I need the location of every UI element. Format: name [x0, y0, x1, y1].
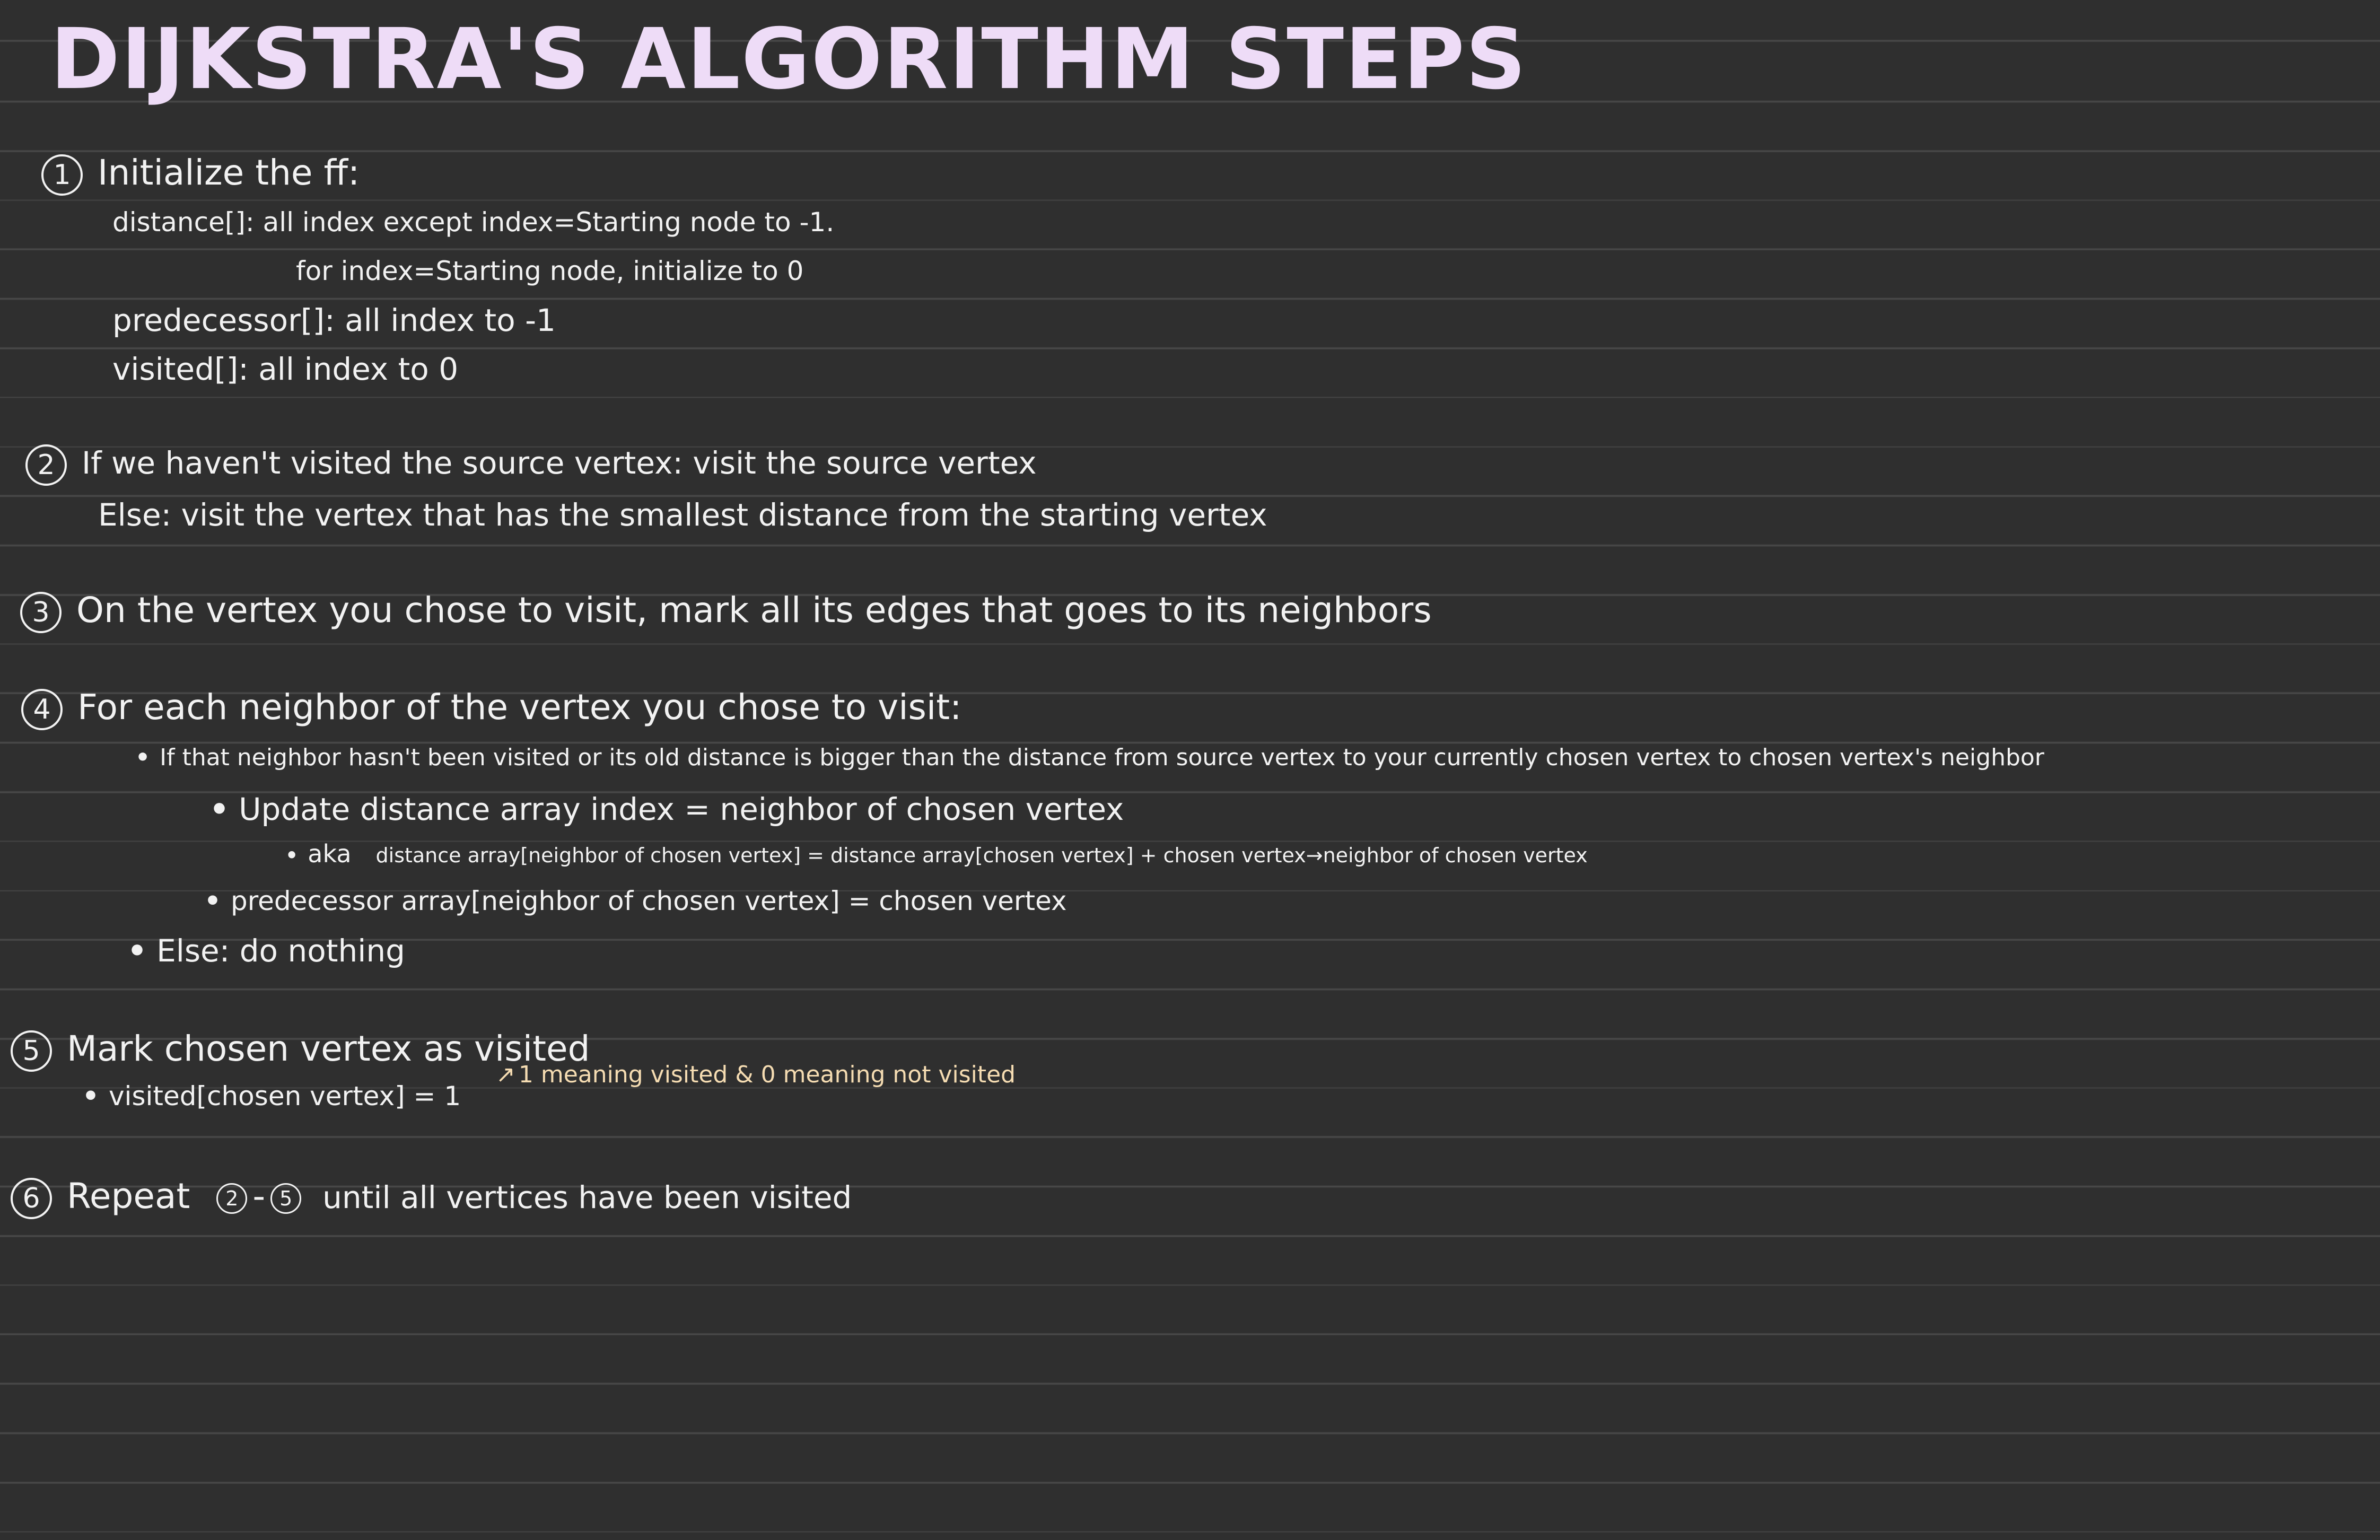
repeat-suffix-text: until all vertices have been visited: [322, 1179, 852, 1215]
repeat-label: Repeat: [67, 1176, 190, 1217]
bullet-icon: •: [82, 1081, 99, 1112]
page-title: DIJKSTRA'S ALGORITHM STEPS: [50, 11, 1527, 108]
aka-label: aka: [308, 839, 352, 868]
step-6-heading: [11, 1177, 852, 1219]
step-4-heading: [21, 688, 961, 730]
aka-formula: distance array[neighbor of chosen vertex] = distance array[chosen vertex] + chosen vertex→neighbor of chosen vertex: [375, 844, 1588, 867]
range-end-badge: 5: [270, 1183, 301, 1214]
step-4-line-condition: [135, 745, 2044, 771]
step-number-badge: 5: [11, 1030, 52, 1072]
step-heading-text: Mark chosen vertex as visited: [67, 1028, 590, 1069]
step-2-line-else: Else: visit the vertex that has the smallest distance from the starting vertex: [98, 497, 1267, 533]
step-4-line-predecessor: [204, 887, 1067, 916]
step-3-heading: [20, 591, 1432, 633]
visited-note-text: 1 meaning visited & 0 meaning not visited: [518, 1061, 1016, 1088]
step-1-heading: [41, 154, 360, 196]
bullet-icon: •: [209, 791, 230, 827]
arrow-icon: ↗: [496, 1061, 515, 1088]
step-number-badge: 3: [20, 592, 62, 633]
predecessor-text: predecessor array[neighbor of chosen vertex] = chosen vertex: [230, 886, 1067, 916]
step-heading-text: On the vertex you chose to visit, mark all its edges that goes to its neighbors: [76, 590, 1432, 631]
step-number-badge: 2: [25, 444, 67, 486]
bullet-icon: •: [135, 744, 151, 771]
range-start-badge: 2: [216, 1183, 247, 1214]
step-1-line-predecessor: predecessor[]: all index to -1: [112, 302, 556, 338]
step-4-line-else: [127, 934, 405, 968]
bullet-icon: •: [285, 844, 299, 867]
update-text: Update distance array index = neighbor of chosen vertex: [239, 791, 1124, 827]
step-2-heading: [25, 444, 1037, 486]
bullet-icon: •: [127, 933, 147, 969]
step-4-line-aka: [285, 841, 1588, 868]
step-heading-text: If we haven't visited the source vertex: visit the source vertex: [82, 445, 1037, 482]
step-5-note: [496, 1062, 1016, 1088]
step-4-line-update: [209, 793, 1124, 827]
else-text: Else: do nothing: [156, 933, 405, 969]
step-heading-text: For each neighbor of the vertex you chose to visit:: [77, 687, 962, 728]
condition-text: If that neighbor hasn't been visited or its old distance is bigger than the distance from source vertex to your currently chosen vertex to chosen vertex's neighbor: [160, 744, 2044, 771]
step-5-line-visited: [82, 1082, 461, 1111]
range-separator: -: [252, 1176, 266, 1217]
step-1-line-starting-node: for index=Starting node, initialize to 0: [296, 256, 804, 286]
step-number-badge: 6: [11, 1178, 52, 1219]
visited-assignment-text: visited[chosen vertex] = 1: [108, 1081, 461, 1112]
step-1-line-distance: distance[]: all index except index=Starting node to -1.: [112, 207, 835, 238]
step-heading-text: Initialize the ff:: [98, 152, 360, 193]
bullet-icon: •: [204, 886, 221, 916]
step-number-badge: 1: [41, 154, 83, 196]
step-number-badge: 4: [21, 689, 63, 730]
step-1-line-visited: visited[]: all index to 0: [112, 351, 459, 387]
